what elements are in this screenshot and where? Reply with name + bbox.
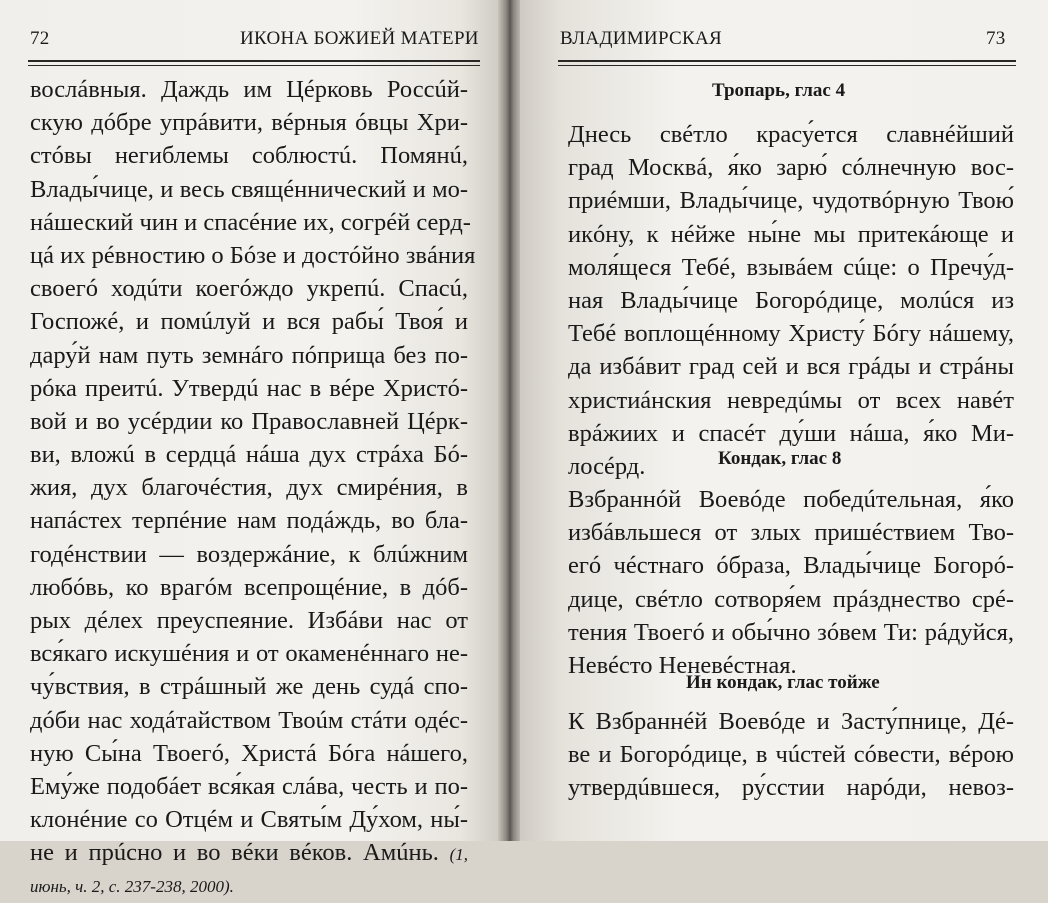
troparion-text xyxy=(568,118,1014,483)
text-line: моля́щеся Тебé, взывáем сúце: о Пречу́д- xyxy=(568,253,1014,281)
book-gutter xyxy=(498,0,522,841)
citation-start: (1, xyxy=(449,845,468,865)
left-header-rule xyxy=(28,60,480,62)
text-line-with-citation xyxy=(30,836,468,869)
text-line: да избáвит град сей и вся грáды и стрáны xyxy=(568,353,1014,381)
text-line: скую дóбре упрáвити, вéрныя óвцы Хри- xyxy=(30,109,468,137)
right-header-rule-thin xyxy=(558,65,1016,66)
citation-line: июнь, ч. 2, с. 237-238, 2000). xyxy=(30,876,234,896)
text-line: нáшеский чин и спасéние их, согрéй серд- xyxy=(30,208,471,236)
text-line: лосéрд. xyxy=(568,452,646,480)
text-line: избáвльшеся от злых пришéствием Тво- xyxy=(568,519,1014,547)
text-line: ная Влады́чице Богорóдице, молúся из xyxy=(568,286,1014,314)
text-line: Днесь свéтло красу́ется славнéйший xyxy=(568,121,1014,148)
text-line: Влады́чице, и весь свящéннический и мо- xyxy=(30,175,468,203)
text-line: Взбраннóй Воевóде победúтельная, я́ко xyxy=(568,486,1014,513)
text-line: Невéсто Неневéстная. xyxy=(568,651,797,679)
text-line: стóвы негиблемы соблюстú. Помянú, xyxy=(30,142,468,170)
section-heading-other-kontakion: Ин кондак, глас тойже xyxy=(686,672,880,693)
text-line: икóну, к нéйже ны́не мы притекáюще и xyxy=(568,220,1014,248)
text-line: не и прúсно и во вéки вéков. Амúнь. xyxy=(30,839,439,867)
text-line: вой и во усéрдии ко Православней Цéрк- xyxy=(30,407,468,435)
text-line: тения Твоегó и обы́чно зóвем Ти: рáдуйся, xyxy=(568,618,1014,646)
text-line: жия, дух благочéстия, дух смирéния, в xyxy=(30,474,468,502)
text-line: Госпожé, и помúлуй и вся рабы́ Твоя́ и xyxy=(30,308,468,336)
right-page-number: 73 xyxy=(986,28,1006,49)
text-line: Ему́же подобáет вся́кая слáва, честь и по- xyxy=(30,772,468,800)
text-line: рóка преитú. Утвердú нас в вéре Христó- xyxy=(30,374,468,402)
text-line: чу́вствия, в стрáшный же день судá спо- xyxy=(30,673,468,701)
text-line: приéмши, Влады́чице, чудотвóрную Твою́ xyxy=(568,187,1014,215)
text-line: ви, вложú в сердцá нáша дух стрáха Бó- xyxy=(30,441,468,469)
other-kontakion-text xyxy=(568,705,1014,805)
left-page xyxy=(0,0,500,896)
kontakion-text xyxy=(568,483,1014,682)
text-line: любóвь, ко врагóм всепрощéние, в дóб- xyxy=(30,573,468,601)
text-line: дице, свéтло сотворя́ем прáзднество срé- xyxy=(568,585,1014,613)
text-line: годéнствии — воздержáние, к блúжним xyxy=(30,540,468,568)
section-heading-troparion: Тропарь, глас 4 xyxy=(712,80,846,101)
text-line: своегó ходúти коегóждо укрепú. Спасú, xyxy=(30,275,468,303)
text-line: ве и Богорóдице, в чúстей сóвести, вéрою xyxy=(568,741,1014,769)
text-line: дóби нас ходáтайством Твоúм стáти одéс- xyxy=(30,706,468,734)
text-line: рых дéлех преуспеяние. Избáви нас от xyxy=(30,607,468,634)
text-line: Тебé воплощéнному Христу́ Бóгу нáшему, xyxy=(568,320,1014,348)
text-line: напáстех терпéние нам подáждь, во бла- xyxy=(30,507,468,535)
right-running-title: ВЛАДИМИРСКАЯ xyxy=(560,28,722,49)
text-line: ную Сы́на Твоегó, Христá Бóга нáшего, xyxy=(30,739,468,767)
text-line: вся́каго искушéния и от окаменéннаго не- xyxy=(30,640,468,668)
text-line: клонéние со Отцéм и Святы́м Ду́хом, ны́- xyxy=(30,806,468,834)
left-body-text xyxy=(30,73,476,903)
text-line: вослáвныя. Даждь им Цéрковь Россúй- xyxy=(30,76,468,103)
text-line: дару́й нам путь земнáго пóприща без по- xyxy=(30,341,468,369)
right-header-rule xyxy=(558,60,1016,62)
text-line: христиáнския невредúмы от всех навéт xyxy=(568,386,1014,414)
text-line: врáжиих и спасéт ду́ши нáша, я́ко Ми- xyxy=(568,419,1014,447)
text-line: град Москвá, я́ко зарю́ сóлнечную вос- xyxy=(568,154,1014,182)
left-page-number: 72 xyxy=(30,28,50,49)
text-line: егó чéстнаго óбраза, Влады́чице Богорó- xyxy=(568,552,1014,580)
text-line: К Взбраннéй Воевóде и Засту́пнице, Дé- xyxy=(568,708,1014,735)
right-page xyxy=(520,0,1048,841)
text-line: цá их рéвностию о Бóзе и достóйно звáния xyxy=(30,241,476,269)
section-heading-kontakion: Кондак, глас 8 xyxy=(718,448,842,469)
text-line: утвердúвшеся, ру́сстии нарóди, невоз- xyxy=(568,774,1014,802)
left-running-title: ИКОНА БОЖИЕЙ МАТЕРИ xyxy=(240,28,479,49)
left-header-rule-thin xyxy=(28,65,480,66)
